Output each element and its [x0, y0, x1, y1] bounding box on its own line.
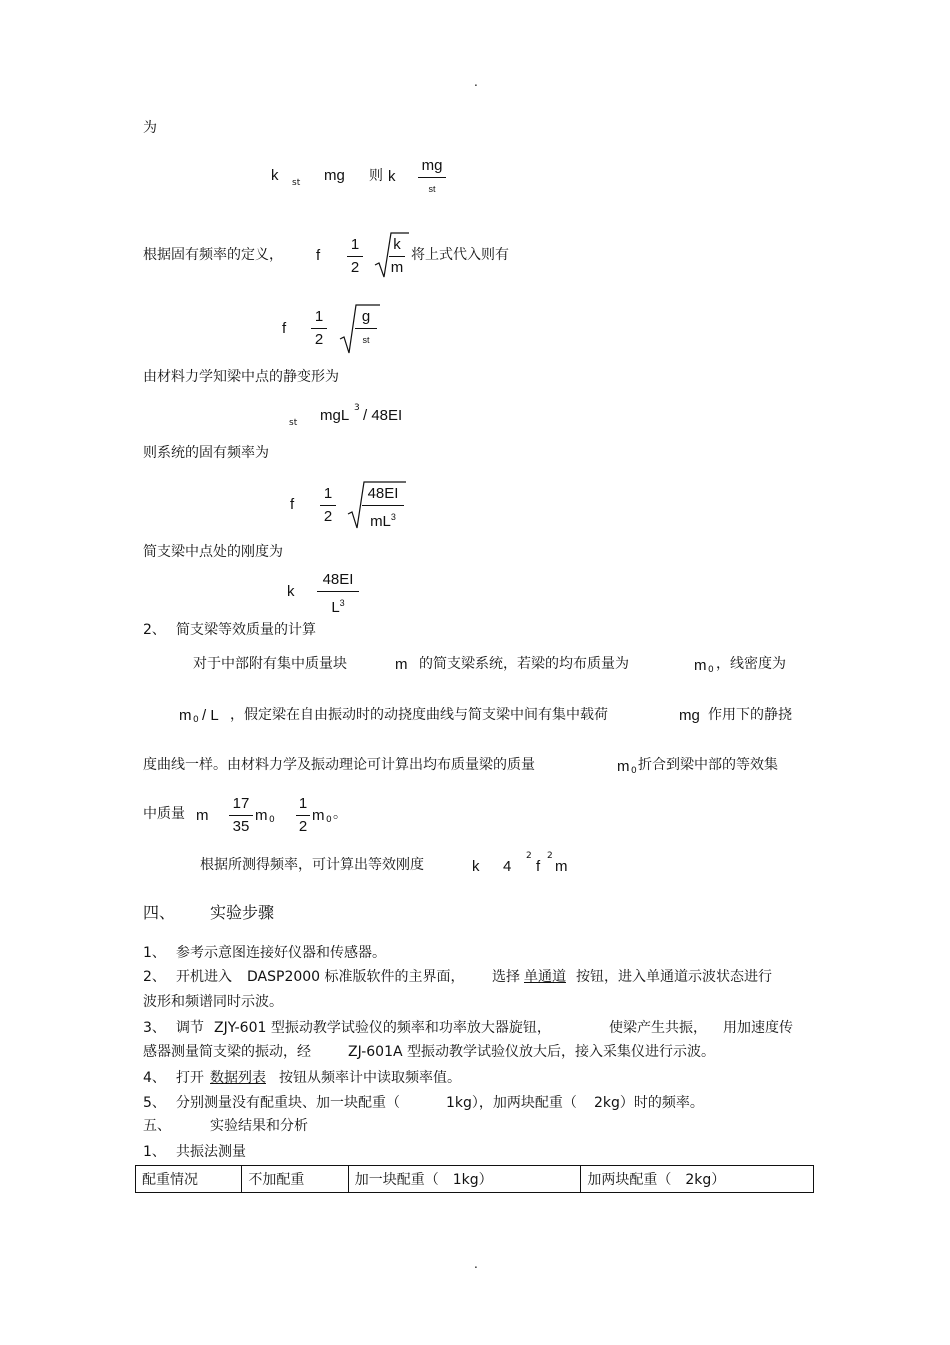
para-text: ，假定梁在自由振动时的动挠度曲线与简支梁中间有集中载荷 [230, 707, 608, 723]
eq-symbol: m [617, 758, 630, 775]
eq-symbol: k [388, 168, 396, 185]
denominator-text: L [331, 599, 340, 616]
step-text: 分别测量没有配重块、加一块配重（ [176, 1095, 400, 1111]
step-number: 5、 [143, 1095, 166, 1111]
eq-symbol: 4 [503, 858, 512, 875]
fraction-numerator: k [393, 236, 401, 253]
section-title: 简支梁等效质量的计算 [176, 622, 316, 638]
eq-text: 则 [369, 168, 383, 184]
fraction-bar [317, 591, 359, 592]
section-number: 四、 [143, 903, 176, 922]
eq-fraction [347, 236, 363, 277]
fraction-numerator: 1 [298, 795, 308, 812]
fraction-denominator: 2 [298, 818, 308, 835]
eq-symbol: m [255, 807, 268, 824]
text: 将上式代入则有 [411, 247, 509, 263]
fraction-bar [355, 328, 377, 329]
eq-symbol: mg [679, 707, 700, 724]
step-text: 打开 [176, 1070, 204, 1086]
para-text: ，线密度为 [716, 656, 786, 672]
fraction-denominator [317, 594, 359, 617]
para-text: 对于中部附有集中质量块 [193, 656, 347, 672]
para-text: 折合到梁中部的等效集 [638, 757, 778, 773]
step-text: 选择 [492, 969, 520, 985]
eq-symbol: f [282, 320, 287, 337]
eq-fraction [317, 571, 359, 617]
fraction-numerator: mg [421, 157, 443, 174]
fraction-bar [389, 256, 405, 257]
eq-fraction [296, 795, 310, 836]
eq-fraction [362, 485, 404, 531]
fraction-numerator: 48EI [322, 571, 354, 588]
eq-symbol: m [555, 858, 568, 875]
eq-symbol: k [271, 167, 279, 184]
text-line-static: 由材料力学知梁中点的静变形为 [143, 369, 339, 385]
fraction-numerator: g [361, 308, 371, 325]
eq-symbol: mg [324, 167, 345, 184]
table-header-cell: 加两块配重（ 2kg） [581, 1166, 814, 1193]
para-text: 根据所测得频率，可计算出等效刚度 [200, 857, 424, 873]
eq-fraction [418, 157, 446, 198]
text: 根据固有频率的定义， [143, 247, 283, 263]
fraction-bar [418, 177, 446, 178]
fraction-denominator: 2 [350, 259, 360, 276]
eq-symbol: k [287, 583, 295, 600]
step-text: DASP2000 标准版软件的主界面， [247, 969, 465, 985]
eq-symbol: m [694, 657, 707, 674]
fraction-bar [347, 256, 363, 257]
text-line-wei: 为 [143, 120, 157, 136]
section-number: 2、 [143, 622, 166, 638]
fraction-denominator: st [362, 335, 370, 345]
eq-subscript: st [289, 418, 298, 428]
eq-subscript: 0 [193, 715, 199, 725]
fraction-denominator [362, 508, 404, 531]
para-text: 的简支梁系统，若梁的均布质量为 [419, 656, 629, 672]
eq-symbol: f [290, 496, 295, 513]
fraction-numerator: 1 [323, 485, 333, 502]
fraction-bar [362, 505, 404, 506]
step-text: 用加速度传 [723, 1020, 793, 1036]
para-text: 作用下的静挠 [708, 707, 792, 723]
eq-fraction [320, 485, 336, 526]
step-text: 调节 [176, 1020, 204, 1036]
text-line-stiffness: 简支梁中点处的刚度为 [143, 544, 283, 560]
fraction-denominator: 2 [314, 331, 324, 348]
eq-superscript: 3 [390, 512, 396, 522]
eq-superscript: 3 [339, 598, 345, 608]
eq-fraction [389, 236, 405, 277]
eq-fraction [229, 795, 253, 836]
fraction-numerator: 17 [232, 795, 250, 812]
para-text: 。 [333, 806, 347, 822]
eq-symbol: m [395, 656, 408, 673]
fraction-numerator: 48EI [367, 485, 399, 502]
table-header-cell: 加一块配重（ 1kg） [348, 1166, 581, 1193]
section-title: 共振法测量 [176, 1144, 246, 1160]
eq-superscript: 2 [526, 851, 532, 861]
table-header-cell: 配重情况 [136, 1166, 242, 1193]
step-text: 参考示意图连接好仪器和传感器。 [176, 945, 386, 961]
fraction-bar [311, 328, 327, 329]
eq-superscript: 2 [547, 851, 553, 861]
eq-symbol: / L [202, 707, 219, 724]
eq-symbol: f [536, 858, 541, 875]
section-title: 实验步骤 [210, 903, 275, 922]
data-list-link[interactable]: 数据列表 [210, 1070, 266, 1086]
eq-symbol: / 48EI [363, 407, 403, 424]
table-header-cell: 不加配重 [242, 1166, 348, 1193]
step-text: 使梁产生共振， [609, 1020, 707, 1036]
single-channel-link[interactable]: 单通道 [524, 969, 566, 985]
fraction-numerator: 1 [350, 236, 360, 253]
para-text: 中质量 [143, 806, 185, 822]
fraction-bar [296, 815, 310, 816]
fraction-bar [229, 815, 253, 816]
eq-subscript: 0 [326, 815, 332, 825]
fraction-denominator: m [390, 259, 404, 276]
text-line-system: 则系统的固有频率为 [143, 445, 269, 461]
fraction-denominator: 35 [232, 818, 250, 835]
eq-symbol: m [179, 707, 192, 724]
header-dot: . [474, 75, 478, 89]
fraction-bar [320, 505, 336, 506]
eq-fraction [311, 308, 327, 349]
eq-subscript: 0 [269, 815, 275, 825]
section-number: 五、 [143, 1118, 171, 1134]
fraction-denominator: st [428, 184, 436, 194]
step-text: ZJ-601A 型振动教学试验仪放大后，接入采集仪进行示波。 [348, 1044, 716, 1060]
fraction-numerator: 1 [314, 308, 324, 325]
step-number: 1、 [143, 945, 166, 961]
fraction-denominator: 2 [323, 508, 333, 525]
step-text: 开机进入 [176, 969, 232, 985]
eq-subscript: 0 [708, 665, 714, 675]
step-text: 按钮从频率计中读取频率值。 [279, 1070, 461, 1086]
results-table [135, 1165, 814, 1193]
section-title: 实验结果和分析 [210, 1118, 308, 1134]
eq-superscript: 3 [354, 403, 360, 413]
step-text: 1kg），加两块配重（ [446, 1095, 577, 1111]
step-number: 2、 [143, 969, 166, 985]
footer-dot: . [474, 1257, 478, 1271]
denominator-text: mL [370, 513, 391, 530]
step-text: 波形和频谱同时示波。 [143, 994, 283, 1010]
step-number: 4、 [143, 1070, 166, 1086]
table-row [136, 1166, 814, 1193]
section-number: 1、 [143, 1144, 166, 1160]
step-number: 3、 [143, 1020, 166, 1036]
eq-symbol: k [472, 858, 480, 875]
step-text: ZJY-601 型振动教学试验仪的频率和功率放大器旋钮， [214, 1020, 551, 1036]
eq-symbol: mgL [320, 407, 350, 424]
eq-subscript: st [292, 178, 301, 188]
eq-symbol: f [316, 247, 321, 264]
para-text: 度曲线一样。由材料力学及振动理论可计算出均布质量梁的质量 [143, 757, 535, 773]
eq-symbol: m [196, 807, 209, 824]
step-text: 按钮，进入单通道示波状态进行 [576, 969, 772, 985]
eq-symbol: m [312, 807, 325, 824]
eq-fraction [355, 308, 377, 349]
step-text: 感器测量简支梁的振动，经 [143, 1044, 311, 1060]
step-text: 2kg）时的频率。 [594, 1095, 704, 1111]
eq-subscript: 0 [631, 766, 637, 776]
